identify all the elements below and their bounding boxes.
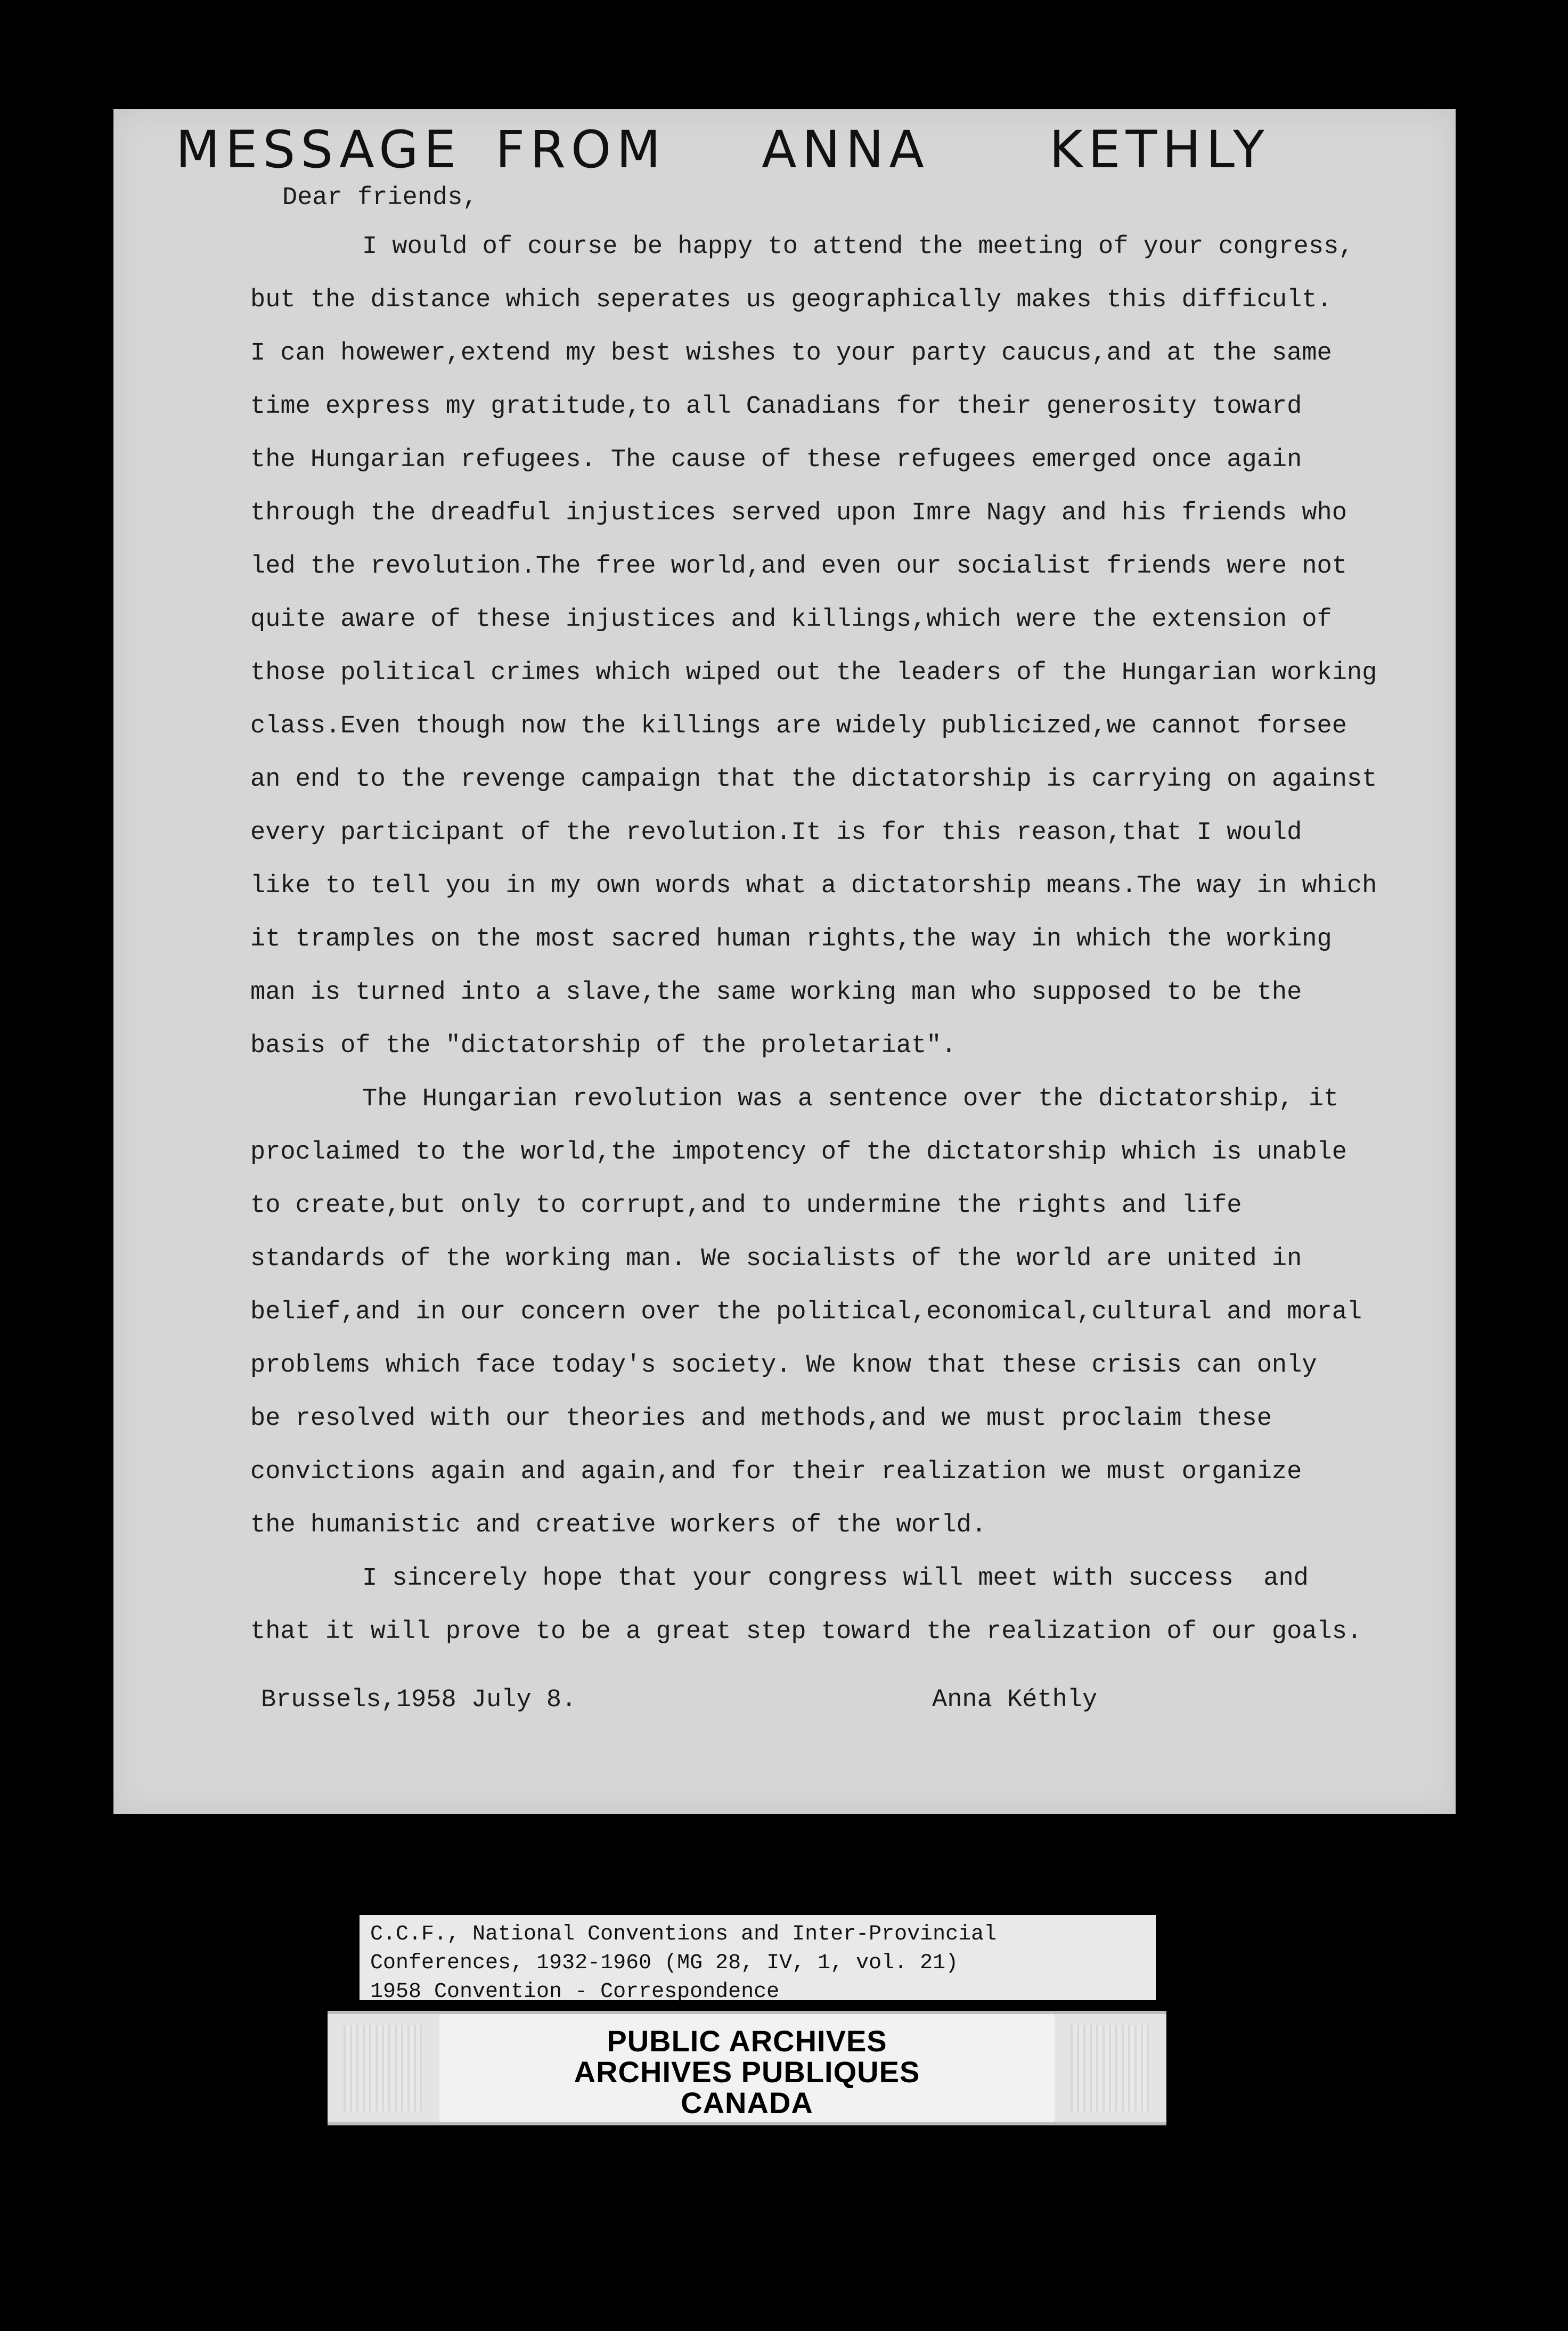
place-date: Brussels,1958 July 8. [261,1686,577,1714]
letter-line: quite aware of these injustices and killings,which were the extension of [250,606,1332,634]
letter-line: like to tell you in my own words what a dictatorship means.The way in which [250,872,1377,900]
letter-line: it tramples on the most sacred human rights,the way in which the working [250,925,1332,953]
stamp-texture [1071,2025,1150,2112]
letter-line: those political crimes which wiped out the leaders of the Hungarian working [250,659,1377,687]
archive-label-line: C.C.F., National Conventions and Inter-Provincial [370,1922,997,1946]
stamp-text-block [439,2014,1055,2122]
letter-line: The Hungarian revolution was a sentence over the dictatorship, it [362,1085,1339,1113]
letter-line: I can howewer,extend my best wishes to your party caucus,and at the same [250,339,1332,368]
letter-line: but the distance which seperates us geographically makes this difficult. [250,286,1332,314]
letter-line: convictions again and again,and for their realization we must organize [250,1458,1302,1486]
letter-line: time express my gratitude,to all Canadians for their generosity toward [250,393,1302,421]
heading-word: MESSAGE [176,120,462,180]
letter-line: be resolved with our theories and methods,and we must proclaim these [250,1405,1272,1433]
letter-line: I sincerely hope that your congress will meet with success and [362,1564,1309,1593]
letter-line: through the dreadful injustices served upon Imre Nagy and his friends who [250,499,1347,527]
letter-line: basis of the "dictatorship of the proletariat". [250,1032,957,1060]
public-archives-stamp [328,2011,1166,2125]
signature: Anna Kéthly [932,1686,1098,1714]
letter-body [250,172,1459,1659]
letter-line: standards of the working man. We socialists of the world are united in [250,1245,1302,1273]
archive-label-line: 1958 Convention - Correspondence [370,1980,780,2004]
stamp-texture [344,2025,423,2112]
letter-lines [250,221,1459,1659]
heading-word: KETHLY [1049,120,1270,180]
stamp-line: CANADA [681,2086,813,2120]
letter-line: that it will prove to be a great step toward the realization of our goals. [250,1618,1362,1646]
letter-line: the humanistic and creative workers of the world. [250,1511,987,1539]
heading-word: FROM [495,120,666,180]
letter-line: man is turned into a slave,the same working man who supposed to be the [250,979,1302,1007]
archive-label-line: Conferences, 1932-1960 (MG 28, IV, 1, vol. 21) [370,1951,959,1975]
letter-line: led the revolution.The free world,and even our socialist friends were not [250,552,1347,581]
letter-closing [261,1686,1220,1729]
stamp-line: PUBLIC ARCHIVES [607,2024,887,2058]
letter-line: problems which face today's society. We know that these crisis can only [250,1351,1317,1380]
letter-line: class.Even though now the killings are widely publicized,we cannot forsee [250,712,1347,740]
letter-line: to create,but only to corrupt,and to undermine the rights and life [250,1192,1242,1220]
letter-line: belief,and in our concern over the political,economical,cultural and moral [250,1298,1362,1326]
letter-line: every participant of the revolution.It is for this reason,that I would [250,819,1302,847]
letter-line: proclaimed to the world,the impotency of the dictatorship which is unable [250,1138,1347,1167]
letter-line: the Hungarian refugees. The cause of these refugees emerged once again [250,446,1302,474]
salutation: Dear friends, [282,184,478,212]
heading-word: ANNA [762,120,929,180]
stamp-line: ARCHIVES PUBLIQUES [574,2055,920,2089]
letter-line: I would of course be happy to attend the meeting of your congress, [362,233,1354,261]
archive-reference-label [360,1915,1156,2004]
letter-line: an end to the revenge campaign that the dictatorship is carrying on against [250,765,1377,794]
